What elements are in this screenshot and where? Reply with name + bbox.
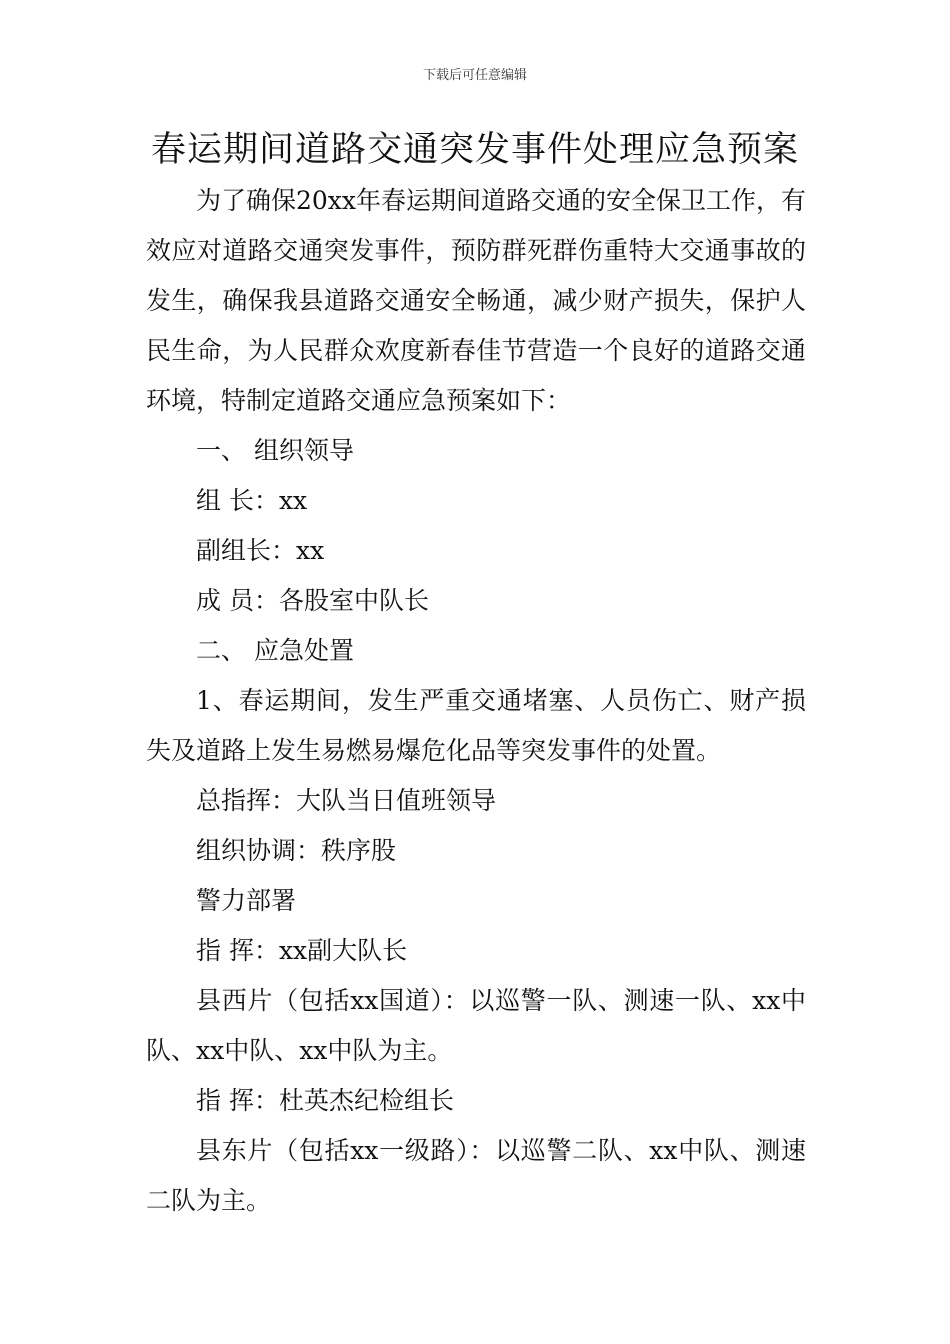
coordination-line: 组织协调：秩序股	[196, 836, 397, 865]
section-heading-organization: 一、 组织领导	[196, 436, 354, 465]
section-heading-response: 二、 应急处置	[196, 636, 354, 665]
leader-line: 组 长：xx	[196, 486, 308, 515]
document-title: 春运期间道路交通突发事件处理应急预案	[150, 130, 799, 170]
response-item-1: 1、春运期间，发生严重交通堵塞、人员伤亡、财产损失及道路上发生易燃易爆危化品等突发事件的处置。	[146, 686, 806, 765]
deputy-leader-line: 副组长：xx	[196, 536, 325, 565]
west-commander-line: 指 挥：xx副大队长	[196, 936, 408, 965]
document-body	[146, 176, 806, 1226]
deployment-line: 警力部署	[196, 886, 297, 915]
members-line: 成 员：各股室中队长	[196, 586, 429, 615]
east-commander-line: 指 挥：杜英杰纪检组长	[196, 1086, 454, 1115]
east-area-paragraph: 县东片（包括xx一级路）：以巡警二队、xx中队、测速二队为主。	[146, 1136, 806, 1215]
commander-in-chief-line: 总指挥：大队当日值班领导	[196, 786, 497, 815]
page-header-note: 下载后可任意编辑	[422, 68, 527, 83]
west-area-paragraph: 县西片（包括xx国道）：以巡警一队、测速一队、xx中队、xx中队、xx中队为主。	[146, 986, 806, 1065]
intro-paragraph: 为了确保20xx年春运期间道路交通的安全保卫工作，有效应对道路交通突发事件，预防群死群伤重特大交通事故的发生，确保我县道路交通安全畅通，减少财产损失，保护人民生命，为人民群众欢度新春佳节营造一个良好的道路交通环境，特制定道路交通应急预案如下：	[146, 186, 807, 415]
